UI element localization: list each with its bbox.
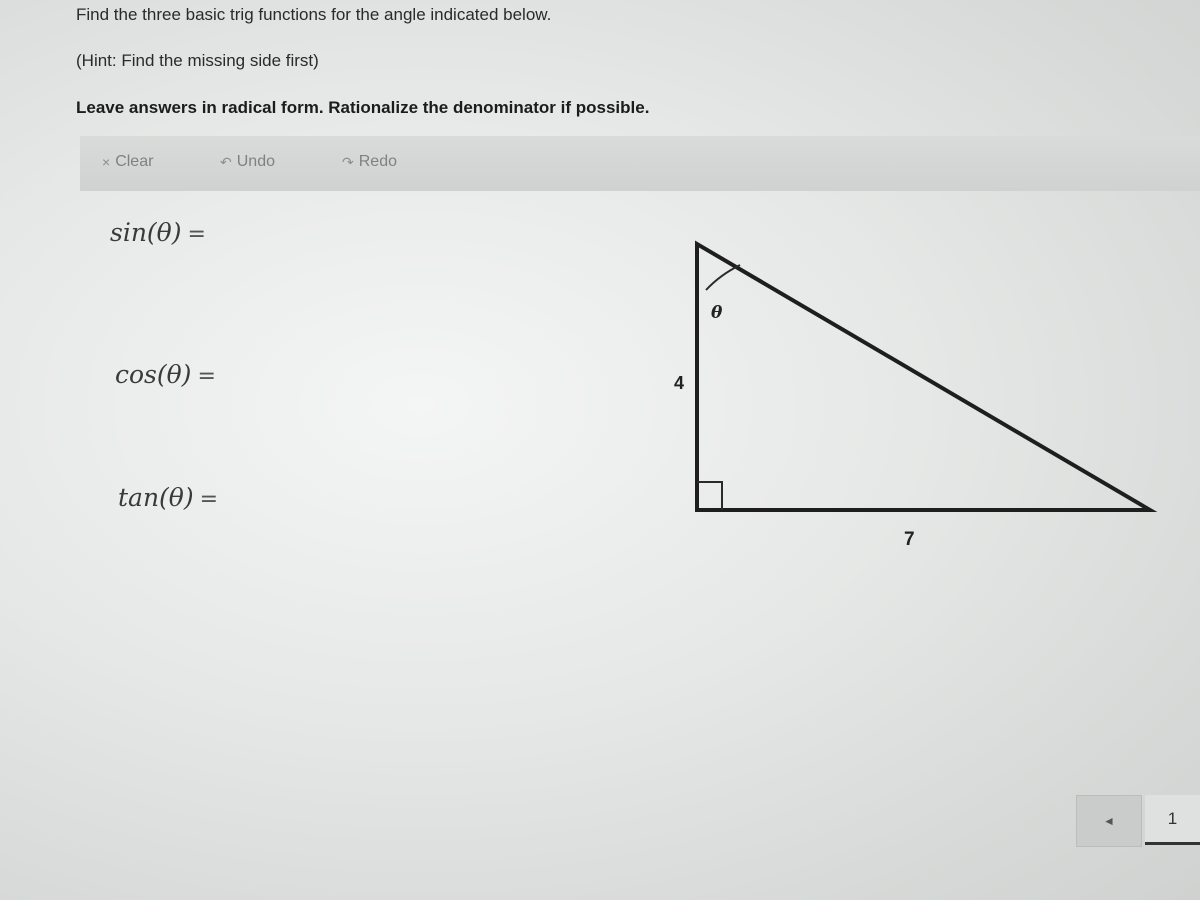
clear-button[interactable] [102, 153, 153, 171]
sin-label: sin(θ) [110, 218, 182, 247]
instruction-text: Find the three basic trig functions for the angle indicated below. [76, 5, 552, 24]
undo-arrow-icon: ↶ [220, 153, 232, 170]
equals-sign: = [199, 487, 219, 512]
cos-label: cos(θ) [115, 360, 192, 389]
equals-sign: = [187, 222, 206, 247]
horizontal-side-label: 7 [904, 529, 915, 550]
redo-arrow-icon: ↷ [342, 153, 354, 170]
redo-button[interactable] [342, 153, 397, 171]
theta-label: θ [711, 303, 723, 323]
page-number-button[interactable] [1145, 795, 1200, 845]
right-angle-marker [697, 482, 722, 510]
editor-toolbar [80, 136, 1200, 191]
triangle-left-icon: ◄ [1103, 814, 1115, 828]
sin-answer-field[interactable] [110, 218, 206, 247]
tan-label: tan(θ) [118, 483, 194, 512]
clear-button-label: Clear [115, 153, 154, 170]
equals-sign: = [197, 364, 216, 389]
tan-answer-field[interactable] [118, 483, 218, 512]
vertical-side-label: 4 [674, 373, 685, 393]
answer-format-note: Leave answers in radical form. Rationalize the denominator if possible. [76, 98, 650, 117]
triangle-outline [697, 244, 1150, 510]
undo-button-label: Undo [236, 153, 275, 170]
previous-page-button[interactable] [1076, 795, 1142, 847]
page-number: 1 [1167, 808, 1178, 828]
redo-button-label: Redo [358, 153, 397, 170]
angle-arc [706, 265, 740, 290]
hint-text: (Hint: Find the missing side first) [76, 51, 319, 70]
cos-answer-field[interactable] [115, 360, 216, 389]
close-icon: × [102, 154, 111, 170]
undo-button[interactable] [220, 153, 275, 171]
